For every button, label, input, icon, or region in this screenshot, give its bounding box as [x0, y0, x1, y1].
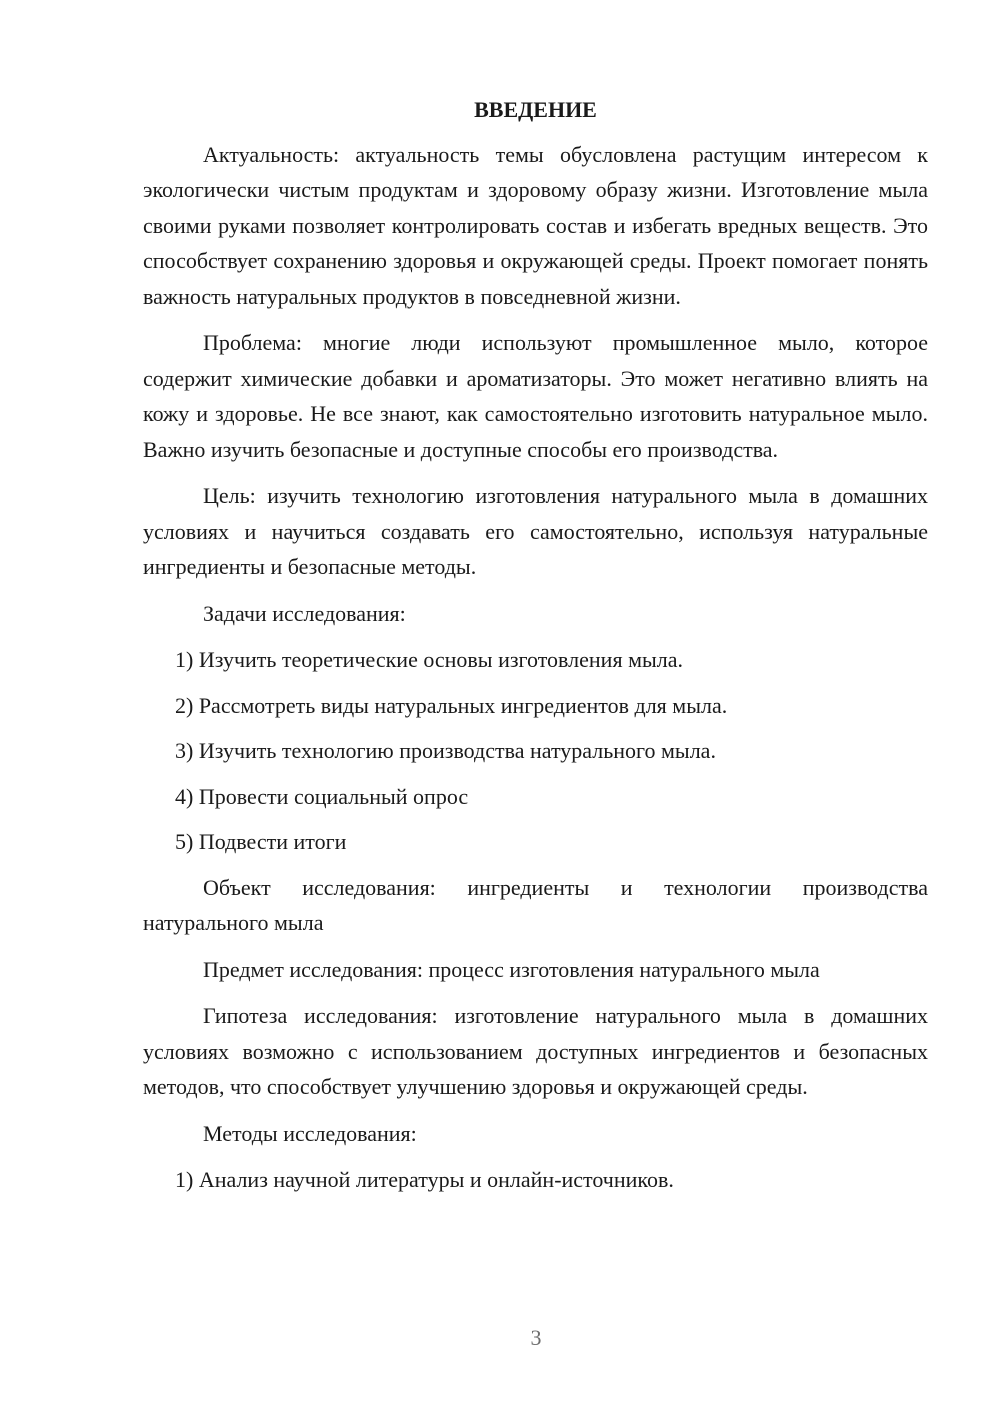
hypothesis-paragraph: Гипотеза исследования: изготовление натурального мыла в домашних условиях возможно с использованием доступных ингредиентов и безопасных методов, что способствует улучшению здоровья и окружающей среды.: [143, 1003, 928, 1099]
relevance-paragraph: Актуальность: актуальность темы обусловлена растущим интересом к экологически чистым продуктам и здоровому образу жизни. Изготовление мыла своими руками позволяет контролировать состав и избегать вредных веществ. Это способствует сохранению здоровья и окружающей среды. Проект помогает понять важность натуральных продуктов в повседневной жизни.: [143, 141, 928, 309]
section-heading: ВВЕДЕНИЕ: [474, 97, 597, 122]
task-item: 2) Рассмотреть виды натуральных ингредиентов для мыла.: [175, 692, 728, 718]
page-number: 3: [530, 1325, 542, 1350]
goal-paragraph: Цель: изучить технологию изготовления натурального мыла в домашних условиях и научиться создавать его самостоятельно, используя натуральные ингредиенты и безопасные методы.: [143, 483, 928, 579]
object-paragraph: Объект исследования: ингредиенты и технологии производства натурального мыла: [143, 874, 928, 935]
subject-paragraph: Предмет исследования: процесс изготовления натурального мыла: [203, 956, 820, 982]
document-page: [143, 92, 928, 1208]
methods-title: Методы исследования:: [203, 1120, 417, 1146]
method-item: 1) Анализ научной литературы и онлайн-источников.: [175, 1167, 674, 1192]
task-item: 1) Изучить теоретические основы изготовления мыла.: [175, 647, 684, 672]
task-item: 3) Изучить технологию производства натурального мыла.: [175, 738, 716, 763]
tasks-title: Задачи исследования:: [203, 600, 406, 626]
task-item: 5) Подвести итоги: [175, 829, 347, 854]
task-item: 4) Провести социальный опрос: [175, 783, 469, 809]
problem-paragraph: Проблема: многие люди используют промышленное мыло, которое содержит химические добавки и ароматизаторы. Это может негативно влиять на кожу и здоровье. Не все знают, как самостоятельно изготовить натуральное мыло. Важно изучить безопасные и доступные способы его производства.: [143, 330, 928, 462]
